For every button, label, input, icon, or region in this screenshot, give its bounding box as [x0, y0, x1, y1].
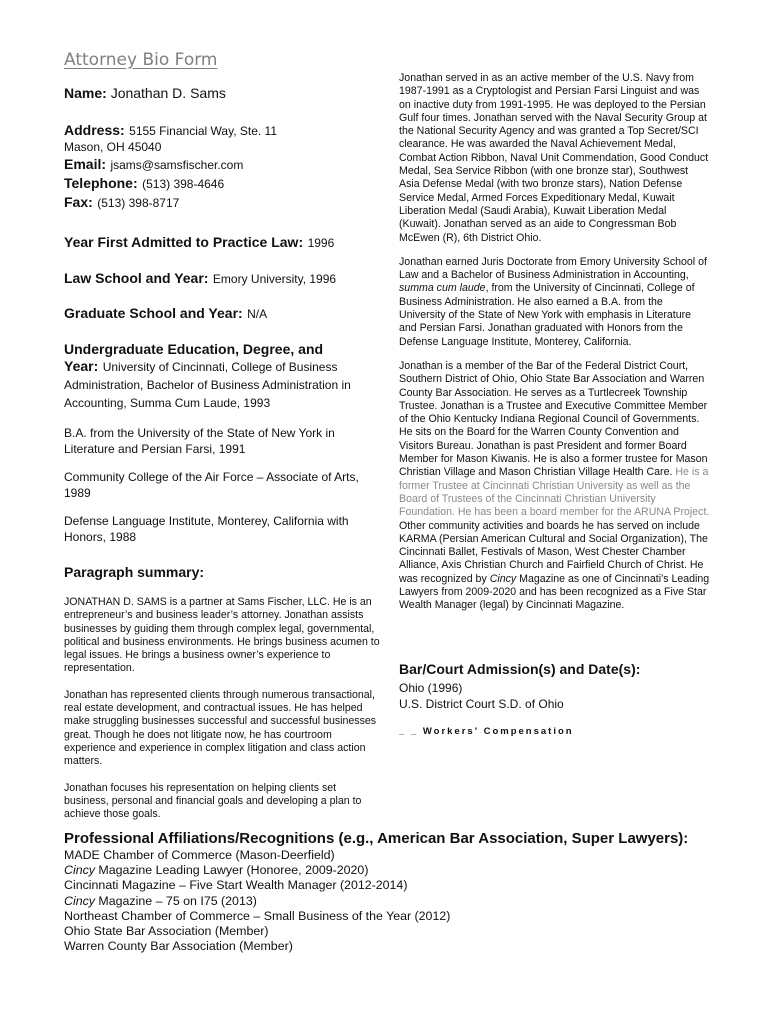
bio-education-text-b: , from the University of Cincinnati, College of Business Administration. He also earned a B.A. from the University of the State of New York with emphasis in Literature and Persian Farsi. Jonathan graduated with Honors from the Defense Language Institute, Monterey, California.: [399, 282, 695, 348]
bio-community-text-b: Other community activities and boards he has served on include KARMA (Persian American Cultural and Social Organization), The Cincinnati Ballet, Festivals of Mason, West Chester Chamber Alliance, Axis Christian Church and Fairfield Church of Christ. He was recognized by: [399, 519, 708, 585]
left-column: [64, 85, 382, 821]
affiliation-item: Cincinnati Magazine – Five Start Wealth Manager (2012-2014): [64, 878, 408, 893]
undergrad-label-line1: Undergraduate Education, Degree, and: [64, 341, 324, 357]
address-field: [64, 123, 382, 155]
undergrad-extra-2: Community College of the Air Force – Associate of Arts, 1989: [64, 470, 359, 500]
bio-paragraph-community: [399, 360, 711, 613]
workers-comp-line: _ _ Workers' Compensation: [399, 725, 574, 737]
address-label: Address:: [64, 122, 125, 138]
bio-paragraph-education: [399, 256, 711, 349]
right-column: [399, 72, 711, 737]
address-line1: 5155 Financial Way, Ste. 11: [129, 124, 277, 138]
email-field: [64, 155, 382, 174]
address-line2: Mason, OH 45040: [64, 140, 162, 154]
law-school-value: Emory University, 1996: [212, 272, 337, 286]
telephone-value: (513) 398-4646: [142, 177, 225, 191]
summary-paragraph-3: Jonathan focuses his representation on helping clients set business, personal and financial goals and developing a plan to achieve those goals.: [64, 781, 362, 821]
grad-school-label: Graduate School and Year:: [64, 305, 243, 321]
bio-paragraph-military: Jonathan served in as an active member of the U.S. Navy from 1987-1991 as a Cryptologist and Persian Farsi Linguist and was on inactive duty from 1991-1995. He was deployed to the Persian Gulf four times. Jonathan served with the Naval Security Group at the National Security Agency and was granted a Top Secret/SCI clearance. He was awarded the Naval Achievement Medal, Combat Action Ribbon, Naval Unit Commendation, Good Conduct Medal, Sea Service Ribbon (with one bronze star), Southwest Asia Defense Medal (with two bronze stars), Nation Defense Service Medal, Armed Forces Expeditionary Medal, Kuwait Liberation Medal (Saudi Arabia), Kuwait Liberation Medal (Kuwait). Jonathan served as an aide to Congressman Bob McEwen (R), 6th District Ohio.: [399, 72, 709, 244]
law-school-label: Law School and Year:: [64, 270, 209, 286]
bio-education-text-a: Jonathan earned Juris Doctorate from Emory University School of Law and a Bachelor of Business Administration in Accounting,: [399, 255, 707, 282]
bar-admissions: [399, 661, 711, 737]
email-label: Email:: [64, 156, 107, 172]
email-value: jsams@samsfischer.com: [110, 158, 244, 172]
telephone-label: Telephone:: [64, 175, 138, 191]
grad-school-field: [64, 305, 382, 323]
name-value: Jonathan D. Sams: [110, 85, 226, 101]
affiliations-label: Professional Affiliations/Recognitions (e.g., American Bar Association, Super Lawyers):: [64, 830, 689, 847]
undergrad-extra-1: B.A. from the University of the State of New York in Literature and Persian Farsi, 1991: [64, 426, 335, 456]
bar-item-district-court: U.S. District Court S.D. of Ohio: [399, 696, 564, 711]
bio-education-em: summa cum laude: [399, 282, 486, 295]
affiliations-section: [64, 830, 714, 954]
law-school-field: [64, 270, 382, 288]
fax-field: [64, 193, 382, 212]
affiliation-item: Ohio State Bar Association (Member): [64, 924, 269, 939]
telephone-field: [64, 174, 382, 193]
undergrad-value: University of Cincinnati, College of Business Administration, Bachelor of Business Administration in Accounting, Summa Cum Laude, 1993: [64, 360, 351, 410]
bio-community-text-c: Magazine as one of Cincinnati’s Leading Lawyers from 2009-2020 and has been recognized as a Five Star Wealth Manager (legal) by Cincinnati Magazine.: [399, 572, 710, 612]
fax-value: (513) 398-8717: [97, 196, 180, 210]
name-field: [64, 85, 382, 101]
undergrad-extra-3: Defense Language Institute, Monterey, California with Honors, 1988: [64, 514, 349, 544]
affiliation-item: Cincy Magazine Leading Lawyer (Honoree, 2009-2020): [64, 863, 369, 878]
summary-paragraph-2: Jonathan has represented clients through numerous transactional, real estate development, and contractual issues. He has helped make struggling businesses successful and successful businesses great. Though he does not litigate now, he has courtroom experience and experience in complex litigation and class action matters.: [64, 688, 377, 768]
bar-label: Bar/Court Admission(s) and Date(s):: [399, 660, 641, 677]
name-label: Name:: [64, 85, 107, 101]
undergrad-field: [64, 341, 382, 412]
bio-community-em: Cincy: [489, 572, 517, 585]
fax-label: Fax:: [64, 194, 93, 210]
undergrad-label-line2: Year:: [64, 358, 99, 374]
affiliation-item: Warren County Bar Association (Member): [64, 939, 293, 954]
year-admitted-field: [64, 234, 382, 252]
year-admitted-label: Year First Admitted to Practice Law:: [64, 234, 304, 250]
bio-community-text-a: Jonathan is a member of the Bar of the Federal District Court, Southern District of Ohio, Ohio State Bar Association and Warren County Bar Association. He serves as a Turtlecreek Township Trustee. Jonathan is a Trustee and Executive Committee Member of the Ohio Kentucky Indiana Regional Council of Governments. He sits on the Board for the Warren County Convention and Visitors Bureau. Jonathan is past President and former Board Member for Mason Kiwanis. He is also a former trustee for Mason Christian Village and Mason Christian Village Health Care.: [399, 359, 708, 479]
bio-community-gray-text: He is a former Trustee at Cincinnati Christian University as well as the Board of Trustees of the Cincinnati Christian University Foundation. He has been a board member for the ARUNA Project.: [399, 466, 710, 519]
summary-paragraph-1: JONATHAN D. SAMS is a partner at Sams Fischer, LLC. He is an entrepreneur’s and business leader’s attorney. Jonathan assists businesses by guiding them through complex legal, governmental, political and business environments. He brings business acumen to legal issues. He brings a business owner’s experience to representation.: [64, 596, 380, 675]
affiliation-item: Northeast Chamber of Commerce – Small Business of the Year (2012): [64, 908, 451, 923]
affiliation-item: MADE Chamber of Commerce (Mason-Deerfield): [64, 848, 335, 862]
form-title: Attorney Bio Form: [64, 50, 218, 70]
grad-school-value: N/A: [247, 307, 268, 321]
year-admitted-value: 1996: [307, 236, 335, 250]
affiliation-item: Cincy Magazine – 75 on I75 (2013): [64, 893, 257, 908]
summary-label: Paragraph summary:: [64, 564, 205, 580]
bar-item-ohio: Ohio (1996): [399, 680, 463, 695]
contact-block: [64, 123, 382, 212]
affiliations-list: [64, 848, 714, 954]
